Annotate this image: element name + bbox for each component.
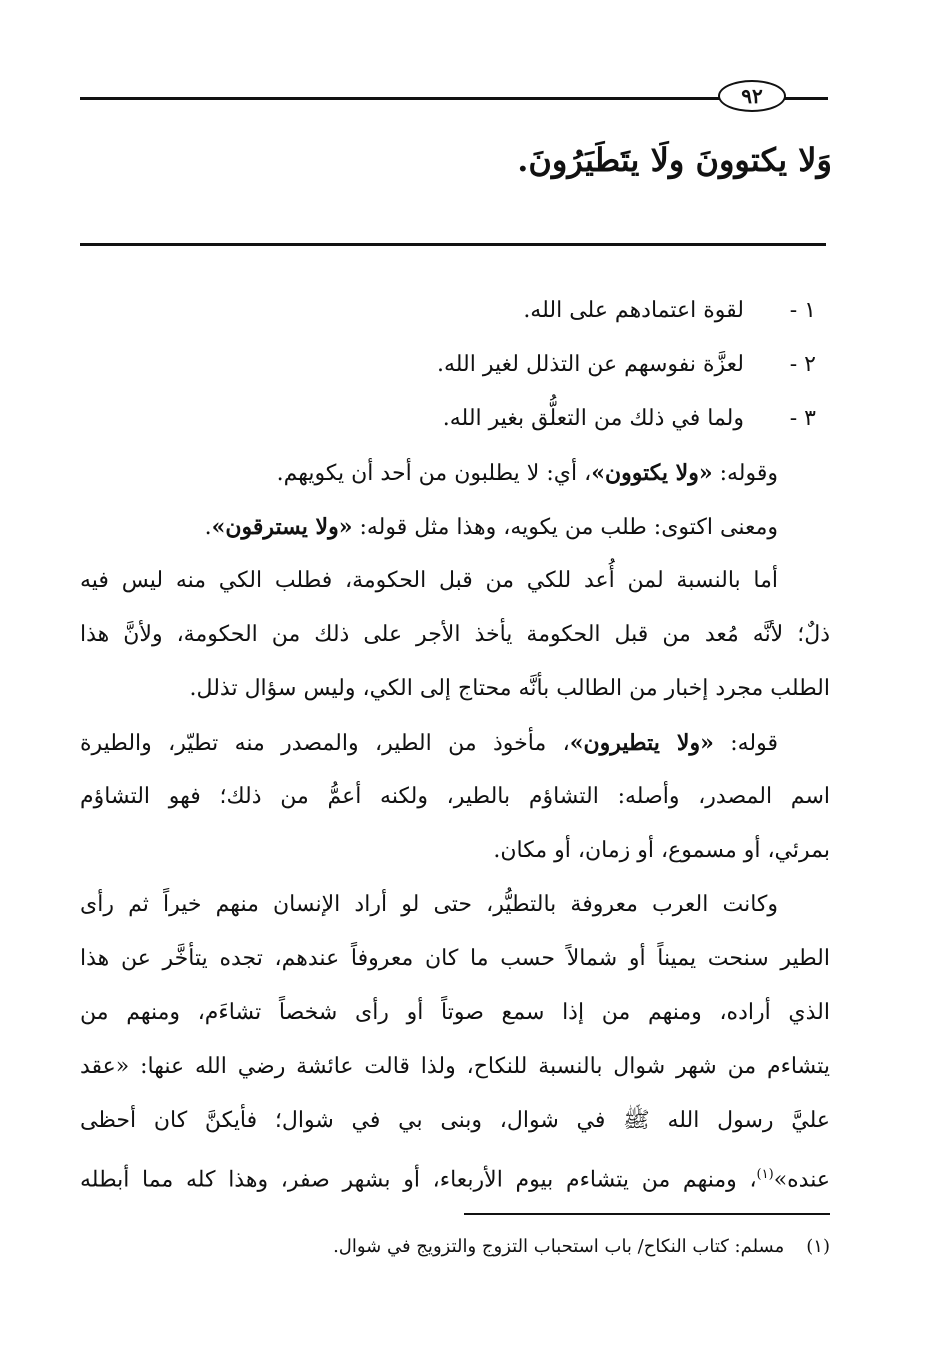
list-item-number: ٣ - (789, 406, 816, 431)
main-text (80, 284, 830, 1202)
text-run: قوله: (713, 731, 778, 756)
quoted-phrase: «ولا يتطيرون» (569, 730, 714, 756)
heading-separator (80, 243, 826, 246)
paragraph-line: عليَّ رسول الله ﷺ في شوال، وبنى بي في شوال؛ فأيكنَّ كان أحظى (80, 1108, 830, 1133)
text-run: ، ومنهم من يتشاءم بيوم الأربعاء، أو بشهر صفر، وهذا كله مما أبطله (80, 1167, 757, 1193)
paragraph-line: بمرئي، أو مسموع، أو زمان، أو مكان. (493, 838, 830, 863)
header-rule-right (782, 97, 828, 100)
quoted-phrase: «ولا يسترقون» (211, 514, 353, 540)
list-item-number: ١ - (789, 298, 816, 323)
footnote (130, 1232, 830, 1262)
paragraph-line: وكانت العرب معروفة بالتطيُّر، حتى لو أراد الإنسان منهم خيراً ثم رأى (80, 892, 778, 917)
footnote-separator (464, 1213, 830, 1215)
section-heading: وَلا يكتوونَ ولَا يتَطَيَرُونَ. (517, 141, 832, 179)
paragraph-line: ذلٌ؛ لأنَّه مُعد من قبل الحكومة يأخذ الأجر على ذلك من الحكومة، ولأنَّ هذا (80, 622, 830, 647)
paragraph-line: الذي أراده، ومنهم من إذا سمع صوتاً أو رأى شخصاً تشاءَم، ومنهم من (80, 1000, 830, 1025)
list-item-text: لعزَّة نفوسهم عن التذلل لغير الله. (436, 352, 744, 377)
text-run: ومعنى اكتوى: طلب من يكويه، وهذا مثل قوله: (352, 515, 778, 540)
paragraph-line: اسم المصدر، وأصله: التشاؤم بالطير، ولكنه أعمُّ من ذلك؛ فهو التشاؤم (80, 784, 830, 809)
list-item (80, 392, 830, 446)
paragraph-line: الطلب مجرد إخبار من الطالب بأنَّه محتاج إلى الكي، وليس سؤال تذلل. (189, 676, 830, 701)
paragraph-line (80, 716, 830, 770)
paragraph-line: أما بالنسبة لمن أُعد للكي من قبل الحكومة، فطلب الكي منه ليس فيه (80, 568, 778, 593)
footnote-text: مسلم: كتاب النكاح/ باب استحباب التزوج والتزويج في شوال. (333, 1236, 785, 1257)
quoted-phrase: «ولا يكتوون» (591, 460, 713, 486)
text-run: وقوله: (712, 461, 778, 486)
list-item (80, 284, 830, 338)
paragraph-line: الطير سنحت يميناً أو شمالاً حسب ما كان معروفاً عندهم، تجده يتأخَّر عن هذا (80, 946, 830, 971)
list-item-text: ولما في ذلك من التعلُّق بغير الله. (442, 406, 744, 431)
text-run: ، مأخوذ من الطير، والمصدر منه تطيّر، والطيرة (80, 731, 570, 756)
paragraph-line (80, 500, 830, 554)
paragraph-line (80, 1148, 830, 1202)
paragraph-line (80, 446, 830, 500)
list-item-text: لقوة اعتمادهم على الله. (523, 298, 744, 323)
text-run: ، أي: لا يطلبون من أحد أن يكويهم. (276, 461, 592, 486)
footnote-reference[interactable]: (١) (756, 1167, 774, 1182)
list-item-number: ٢ - (789, 352, 816, 377)
text-run: . (204, 515, 212, 540)
list-item (80, 338, 830, 392)
text-run: عنده» (773, 1167, 830, 1193)
page-number: ٩٢ (718, 80, 786, 112)
header-rule-left (80, 97, 720, 100)
footnote-number: (١) (806, 1236, 830, 1257)
paragraph-line: يتشاءم من شهر شوال بالنسبة للنكاح، ولذا قالت عائشة رضي الله عنها: «عقد (80, 1054, 830, 1079)
